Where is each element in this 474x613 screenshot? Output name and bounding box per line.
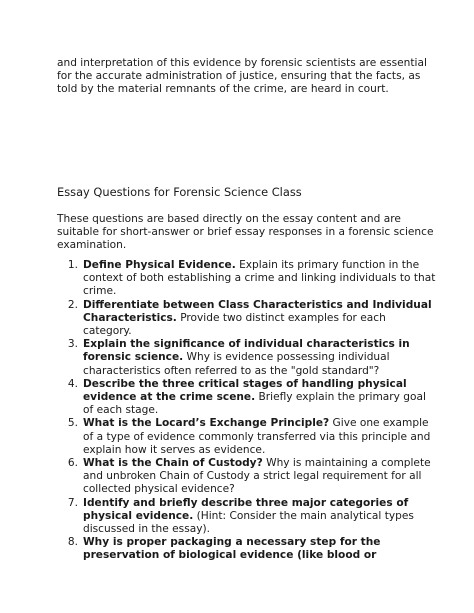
list-item [57,497,437,537]
list-item [57,457,437,497]
question-bold: Identify and briefly describe three major categories of physical evidence. [83,496,409,522]
list-number: 4. [67,377,78,390]
intro-paragraph: These questions are based directly on the essay content and are suitable for short-answer or brief essay responses in a forensic science examination. [57,213,434,252]
list-item [57,378,437,418]
continuation-paragraph: and interpretation of this evidence by forensic scientists are essential for the accurate administration of justice, ensuring that the facts, as told by the material remnants of the crime, are heard in court. [57,57,427,96]
list-number: 1. [67,259,78,271]
question-bold: Differentiate between Class Characteristics and Individual Characteristics. [83,298,432,324]
list-number: 5. [67,417,78,430]
question-text [83,259,437,299]
question-bold: Describe the three critical stages of handling physical evidence at the crime scene. [83,377,407,404]
list-number: 2. [67,298,78,311]
list-number: 3. [67,338,78,351]
question-rest: Give one example of a type of evidence commonly transferred via this principle and explain how it serves as evidence. [83,417,431,456]
question-text [83,457,437,497]
question-rest: (Hint: Consider the main analytical types discussed in the essay). [83,509,414,536]
question-text [83,536,437,562]
question-text [83,497,437,537]
question-bold: Why is proper packaging a necessary step for the preservation of biological evidence (like blood or [83,536,381,562]
question-rest: Briefly explain the primary goal of each stage. [83,391,426,417]
list-number: 8. [67,536,78,549]
question-text [83,417,437,457]
question-list [57,259,437,563]
question-bold: What is the Locard’s Exchange Principle? [83,417,330,430]
question-text [83,378,437,418]
section-heading: Essay Questions for Forensic Science Class [57,185,302,199]
question-bold: Define Physical Evidence. [83,259,236,271]
list-item [57,338,437,378]
list-item [57,417,437,457]
question-text [83,338,437,378]
question-bold: Explain the significance of individual characteristics in forensic science. [83,338,410,364]
question-rest: Why is evidence possessing individual characteristics often referred to as the "gold standard"? [83,351,390,377]
list-item [57,259,437,299]
question-rest: Explain its primary function in the context of both establishing a crime and linking individuals to that crime. [83,259,436,298]
list-item [57,299,437,339]
list-number: 7. [67,496,78,509]
list-item [57,536,437,562]
question-rest: Why is maintaining a complete and unbroken Chain of Custody a strict legal requirement for all collected physical evidence? [83,457,431,496]
question-rest: Provide two distinct examples for each category. [83,311,386,338]
question-text [83,299,437,339]
question-bold: What is the Chain of Custody? [83,457,263,470]
list-number: 6. [67,457,78,470]
